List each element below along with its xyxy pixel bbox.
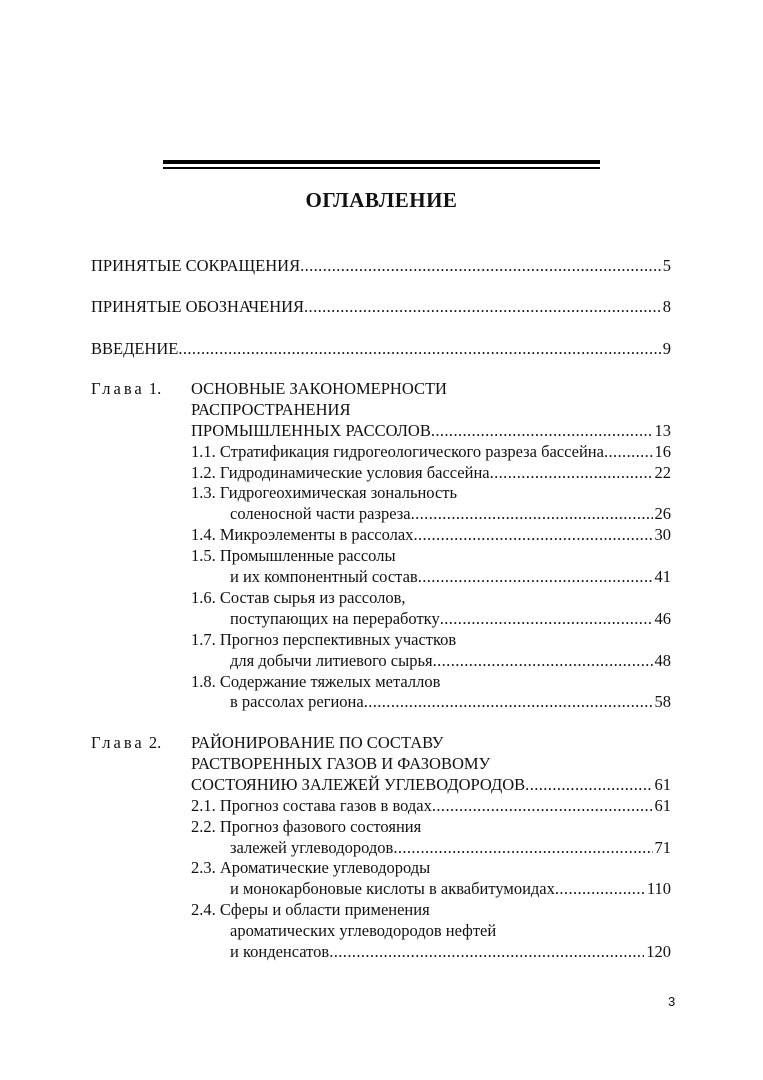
chapter2-title-line2: РАСТВОРЕННЫХ ГАЗОВ И ФАЗОВОМУ xyxy=(191,754,491,773)
toc-section-1-7-line1: 1.7. Прогноз перспективных участков xyxy=(191,630,457,649)
toc-section-2-1[interactable]: 2.1. Прогноз состава газов в водах ..... 61 xyxy=(191,796,671,816)
toc-section-1-8-line1: 1.8. Содержание тяжелых металлов xyxy=(191,672,441,691)
toc-section-1-8[interactable]: в рассолах региона ..... 58 xyxy=(230,692,671,712)
toc-section-1-3[interactable]: соленосной части разреза ..... 26 xyxy=(230,504,671,524)
chapter1-title-line1: ОСНОВНЫЕ ЗАКОНОМЕРНОСТИ xyxy=(191,379,447,398)
toc-section-2-4-line1: 2.4. Сферы и области применения xyxy=(191,900,430,919)
toc-section-1-4[interactable]: 1.4. Микроэлементы в рассолах ..... 30 xyxy=(191,525,671,545)
top-rule-thin xyxy=(163,167,600,169)
toc-section-1-2[interactable]: 1.2. Гидродинамические условия бассейна ..... 22 xyxy=(191,463,671,483)
toc-section-2-2-line1: 2.2. Прогноз фазового состояния xyxy=(191,817,422,836)
toc-section-1-1[interactable]: 1.1. Стратификация гидрогеологического разреза бассейна ..... 16 xyxy=(191,442,671,462)
toc-entry-introduction[interactable]: ВВЕДЕНИЕ ..... 9 xyxy=(91,339,671,359)
chapter2-title-line3[interactable]: СОСТОЯНИЮ ЗАЛЕЖЕЙ УГЛЕВОДОРОДОВ ..... 61 xyxy=(191,775,671,795)
page-number: 3 xyxy=(668,994,676,1009)
toc-section-2-3-line1: 2.3. Ароматические углеводороды xyxy=(191,858,431,877)
page-title: ОГЛАВЛЕНИЕ xyxy=(305,188,458,212)
top-rule-thick xyxy=(163,160,600,164)
toc-section-2-4[interactable]: и конденсатов ..... 120 xyxy=(230,942,671,962)
chapter2-heading[interactable]: Глава 2. xyxy=(91,733,162,752)
toc-section-1-5-line1: 1.5. Промышленные рассолы xyxy=(191,546,396,565)
toc-section-2-3[interactable]: и монокарбоновые кислоты в аквабитумоидах ..... 110 xyxy=(230,879,671,899)
toc-section-1-7[interactable]: для добычи литиевого сырья ..... 48 xyxy=(230,651,671,671)
chapter1-title-line2: РАСПРОСТРАНЕНИЯ xyxy=(191,400,351,419)
chapter2-title-line1: РАЙОНИРОВАНИЕ ПО СОСТАВУ xyxy=(191,733,444,752)
toc-section-1-5[interactable]: и их компонентный состав ..... 41 xyxy=(230,567,671,587)
chapter1-heading[interactable]: Глава 1. xyxy=(91,379,162,398)
toc-entry-abbreviations[interactable]: ПРИНЯТЫЕ СОКРАЩЕНИЯ ..... 5 xyxy=(91,256,671,276)
chapter1-title-line3[interactable]: ПРОМЫШЛЕННЫХ РАССОЛОВ ..... 13 xyxy=(191,421,671,441)
toc-section-1-6-line1: 1.6. Состав сырья из рассолов, xyxy=(191,588,406,607)
toc-section-1-3-line1: 1.3. Гидрогеохимическая зональность xyxy=(191,483,458,502)
toc-section-2-2[interactable]: залежей углеводородов ..... 71 xyxy=(230,838,671,858)
toc-entry-notations[interactable]: ПРИНЯТЫЕ ОБОЗНАЧЕНИЯ ..... 8 xyxy=(91,297,671,317)
toc-section-1-6[interactable]: поступающих на переработку ..... 46 xyxy=(230,609,671,629)
toc-section-2-4-line2: ароматических углеводородов нефтей xyxy=(230,921,497,940)
